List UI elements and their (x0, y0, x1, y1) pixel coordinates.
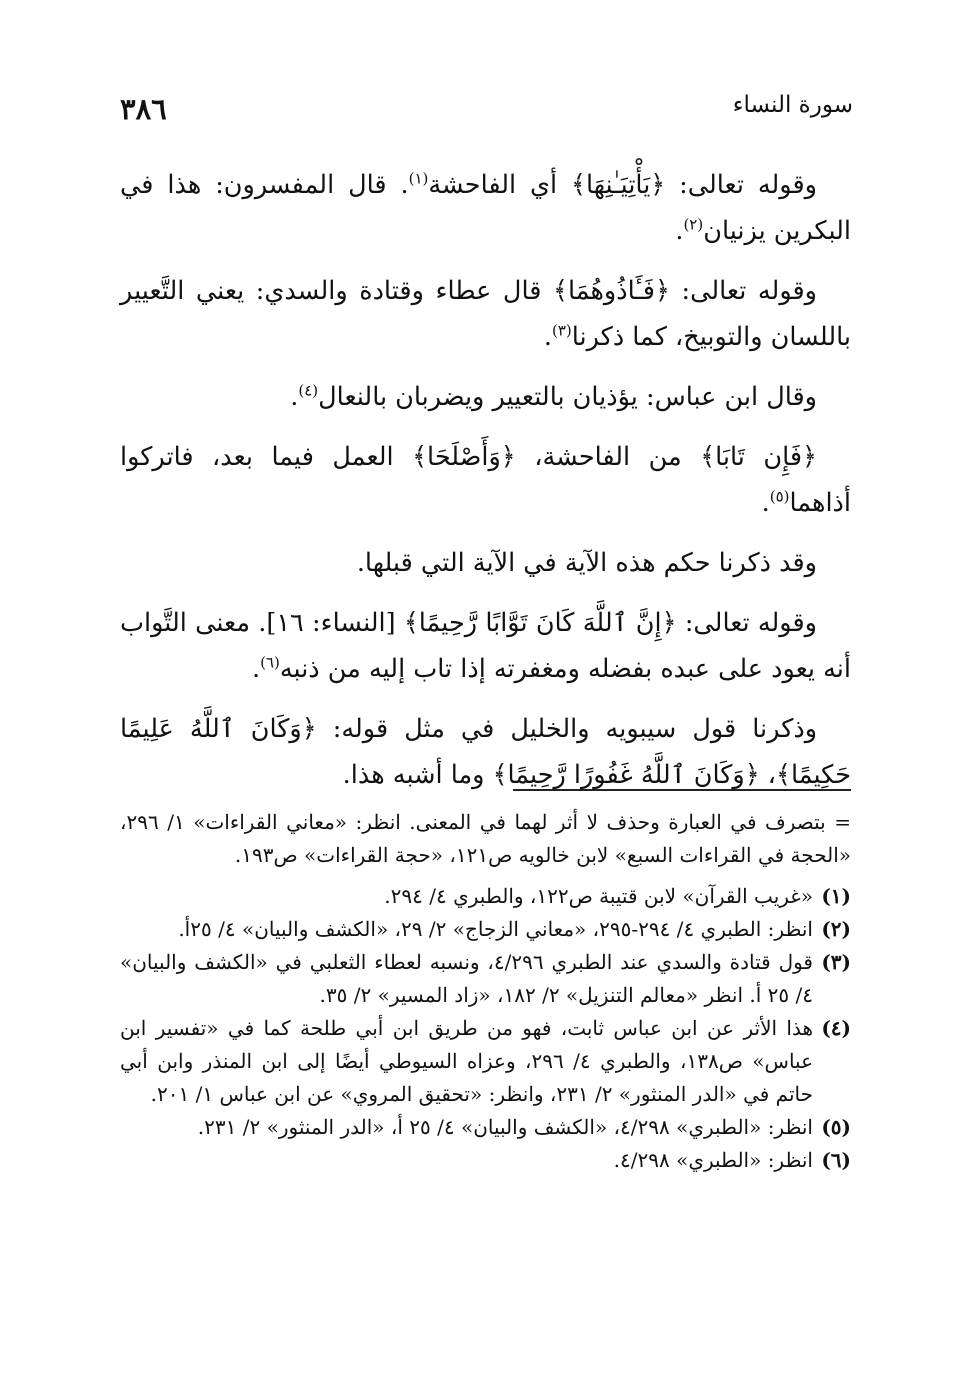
text-span: ، (759, 760, 776, 790)
text-span: أي الفاحشة (428, 170, 571, 200)
text-span: من الفاحشة، (515, 442, 701, 472)
text-span: وقوله تعالى: (669, 276, 817, 306)
surah-title: سورة النساء (732, 92, 853, 118)
paragraph-1 (120, 162, 851, 254)
footnote-number: (٥) (821, 1115, 851, 1139)
quran-verse: ﴿فَإِن تَابَا﴾ (700, 442, 817, 472)
text-span: . (251, 654, 261, 684)
quran-verse: ﴿وَأَصْلَحَا﴾ (412, 442, 516, 472)
paragraph-3 (120, 374, 851, 420)
footnote-item (120, 1111, 851, 1144)
footnote-text: هذا الأثر عن ابن عباس ثابت، فهو من طريق ابن أبي طلحة كما في «تفسير ابن عباس» ص١٣٨، والطبري ٤/ ٢٩٦، وعزاه السيوطي أيضًا إلى ابن المنذر وابن أبي حاتم في «الدر المنثور» ٢/ ٢٣١، وانظر: «تحقيق المروي» عن ابن عباس ١/ ٢٠١. (120, 1016, 814, 1106)
main-text (120, 162, 851, 812)
text-span: . (290, 382, 299, 412)
paragraph-2 (120, 268, 851, 360)
footnote-ref: (٤) (298, 381, 319, 400)
text-span: العمل فيما بعد، فاتركوا أذاهما (120, 442, 851, 518)
footnote-item (120, 946, 851, 1012)
page-header (120, 92, 853, 132)
footnote-text: انظر: الطبري ٤/ ٢٩٤-٢٩٥، «معاني الزجاج» ٢/ ٢٩، «الكشف والبيان» ٤/ ٢٥أ. (178, 917, 813, 941)
paragraph-4 (120, 434, 851, 526)
footnote-ref: (٢) (683, 215, 704, 234)
quran-verse: ﴿إِنَّ ٱللَّهَ كَانَ تَوَّابًا رَّحِيمًا﴾ (403, 608, 677, 638)
text-span: [النساء: ١٦]. معنى التَّواب أنه يعود على عبده بفضله ومغفرته إذا تاب إليه من ذنبه (120, 608, 851, 684)
footnote-ref: (٥) (769, 487, 790, 506)
text-span: وما أشبه هذا. (342, 760, 493, 790)
footnote-item (120, 880, 851, 913)
footnote-text: «غريب القرآن» لابن قتيبة ص١٢٢، والطبري ٤/ ٢٩٤. (384, 884, 813, 908)
text-span: وقال ابن عباس: يؤذيان بالتعيير ويضربان بالنعال (318, 382, 817, 412)
footnote-ref: (٣) (551, 321, 572, 340)
text-span: وقوله تعالى: (665, 170, 817, 200)
footnote-continuation: = بتصرف في العبارة وحذف لا أثر لهما في المعنى. انظر: «معاني القراءات» ١/ ٢٩٦، «الحجة في القراءات السبع» لابن خالويه ص١٢١، «حجة القراءات» ص١٩٣. (120, 810, 851, 867)
text-span: وذكرنا قول سيبويه والخليل في مثل قوله: (316, 714, 818, 744)
text-span: قال عطاء وقتادة والسدي: يعني التَّعيير باللسان والتوبيخ، كما ذكرنا (120, 276, 851, 352)
footnote-number: (٤) (821, 1016, 851, 1040)
quran-verse: ﴿وَكَانَ ٱللَّهُ عَلِيمًا حَكِيمًا﴾ (120, 714, 851, 790)
footnote-number: (٢) (821, 917, 851, 941)
footnote-item (120, 1012, 851, 1111)
quran-verse: ﴿يَأْتِيَـٰنِهَا﴾ (571, 170, 666, 200)
paragraph-7 (120, 706, 851, 798)
footnote-number: (٦) (821, 1148, 851, 1172)
footnote-number: (٣) (821, 950, 851, 974)
text-span: . (675, 216, 684, 246)
text-span: وقد ذكرنا حكم هذه الآية في الآية التي قبلها. (356, 548, 817, 578)
text-span: . (761, 488, 770, 518)
footnote-divider (513, 789, 851, 791)
paragraph-6 (120, 600, 851, 692)
footnotes (120, 806, 851, 1177)
footnote-text: قول قتادة والسدي عند الطبري ٤/٢٩٦، ونسبه لعطاء الثعلبي في «الكشف والبيان» ٤/ ٢٥ أ. انظر «معالم التنزيل» ٢/ ١٨٢، «زاد المسير» ٢/ ٣٥. (120, 950, 813, 1007)
footnote-item (120, 1144, 851, 1177)
footnote-text: انظر: «الطبري» ٤/٢٩٨، «الكشف والبيان» ٤/ ٢٥ أ، «الدر المنثور» ٢/ ٢٣١. (197, 1115, 813, 1139)
text-span: . قال المفسرون: هذا في البكرين يزنيان (120, 170, 851, 246)
footnote-number: (١) (821, 884, 851, 908)
footnote-ref: (١) (408, 169, 429, 188)
text-span: وقوله تعالى: (676, 608, 817, 638)
footnote-text: انظر: «الطبري» ٤/٢٩٨. (613, 1148, 813, 1172)
quran-verse: ﴿فَـَٔاذُوهُمَا﴾ (553, 276, 670, 306)
paragraph-5 (120, 540, 851, 586)
footnote-item (120, 913, 851, 946)
page-number: ٣٨٦ (120, 92, 167, 126)
quran-verse: ﴿وَكَانَ ٱللَّهُ غَفُورًا رَّحِيمًا﴾ (492, 760, 760, 790)
text-span: . (543, 322, 552, 352)
footnote-ref: (٦) (260, 653, 280, 672)
